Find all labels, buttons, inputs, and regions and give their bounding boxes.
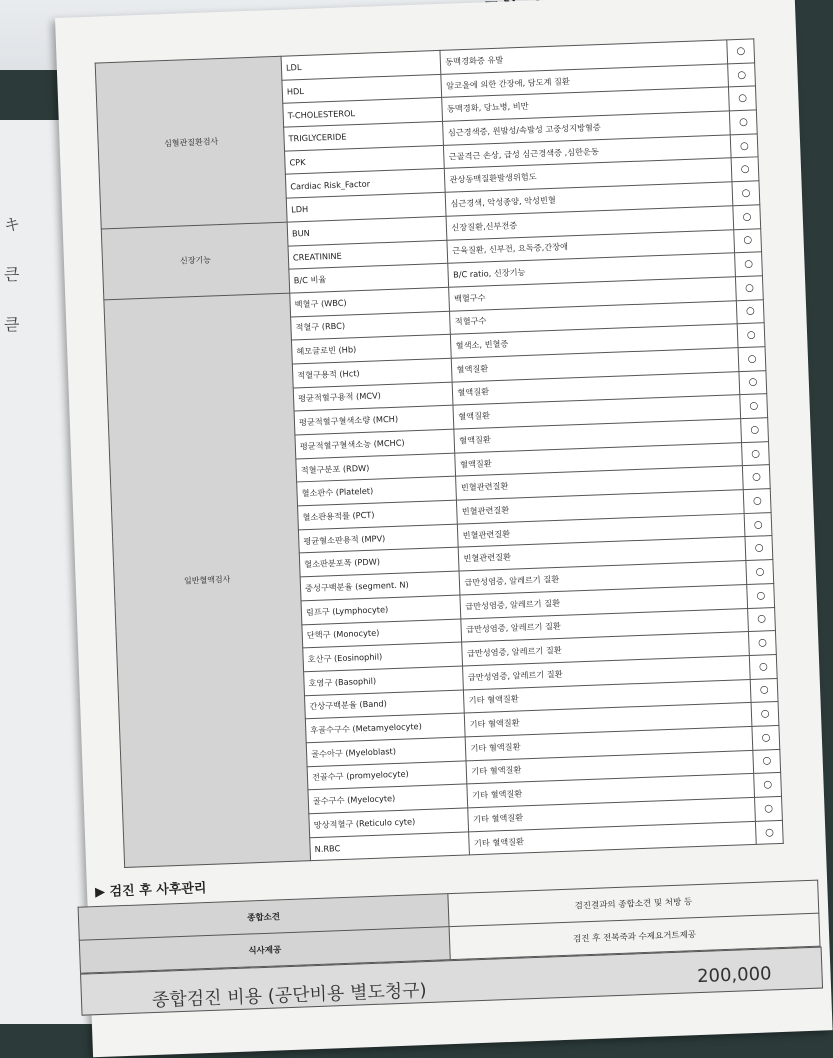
check-mark-cell: ○: [737, 299, 764, 324]
check-mark-cell: ○: [732, 181, 759, 206]
description-cell: 기타 혈액질환: [468, 797, 756, 831]
item-cell: Cardiac Risk_Factor: [285, 169, 445, 199]
item-cell: 혈소판분포폭 (PDW): [299, 548, 459, 578]
checkup-table: [95, 38, 784, 868]
item-cell: 평균적혈구혈색소농 (MCHC): [295, 429, 455, 459]
description-cell: 기타 혈액질환: [466, 750, 754, 784]
check-mark-cell: ○: [739, 370, 766, 395]
description-cell: 급만성염증, 알레르기 질환: [463, 655, 751, 689]
check-mark-cell: ○: [753, 749, 780, 774]
check-mark-cell: ○: [747, 583, 774, 608]
check-mark-cell: ○: [731, 157, 758, 182]
left-fragment: キ: [4, 215, 21, 234]
check-mark-cell: ○: [752, 725, 779, 750]
check-mark-cell: ○: [755, 796, 782, 821]
description-cell: 신장질환,신부전증: [446, 206, 734, 240]
description-cell: 혈액질환: [453, 371, 741, 405]
item-cell: 망상적혈구 (Reticulo cyte): [309, 808, 469, 838]
after-care-label: 종합소견: [78, 894, 449, 941]
description-cell: 백혈구수: [449, 277, 737, 311]
item-cell: 적혈구분포 (RDW): [296, 453, 456, 483]
item-cell: T-CHOLESTEROL: [283, 98, 443, 128]
item-cell: 평균적혈구혈색소량 (MCH): [294, 405, 454, 435]
description-cell: 관상동맥질환발생위험도: [445, 158, 733, 192]
item-cell: 평균혈소판용적 (MPV): [298, 524, 458, 554]
check-mark-cell: ○: [746, 560, 773, 585]
description-cell: 급만성염증, 알레르기 질환: [460, 584, 748, 618]
item-cell: 간상구백분율 (Band): [304, 690, 464, 720]
check-mark-cell: ○: [744, 489, 771, 514]
item-cell: 적혈구용적 (Hct): [292, 358, 452, 388]
item-cell: LDL: [281, 50, 441, 80]
check-mark-cell: ○: [727, 39, 754, 64]
description-cell: 빈혈관련질환: [456, 466, 744, 500]
description-cell: 빈혈관련질환: [458, 513, 746, 547]
check-mark-cell: ○: [729, 86, 756, 111]
item-cell: 골수아구 (Myeloblast): [306, 737, 466, 767]
description-cell: 알코올에 의한 간장애, 담도계 질환: [441, 64, 729, 98]
item-cell: 혈소판수 (Platelet): [297, 476, 457, 506]
check-mark-cell: ○: [738, 347, 765, 372]
item-cell: B/C 비율: [289, 263, 449, 293]
item-cell: 중성구백분율 (segment. N): [300, 571, 460, 601]
item-cell: 평균적혈구용적 (MCV): [293, 382, 453, 412]
left-sheet-fragments: [4, 200, 24, 350]
item-cell: N.RBC: [310, 832, 470, 862]
check-mark-cell: ○: [750, 654, 777, 679]
check-mark-cell: ○: [751, 678, 778, 703]
description-cell: 심근경색증, 원발성/속발성 고중성지방혈증: [443, 111, 731, 145]
description-cell: 근골격근 손상, 급성 심근경색증 ,심한운동: [444, 135, 732, 169]
description-cell: 동맥경화, 당뇨병, 비만: [442, 87, 730, 121]
check-mark-cell: ○: [743, 465, 770, 490]
description-cell: 급만성염증, 알레르기 질환: [461, 608, 749, 642]
description-cell: 기타 혈액질환: [469, 821, 757, 855]
check-mark-cell: ○: [741, 418, 768, 443]
category-cell: 신장기능: [101, 222, 289, 300]
description-cell: 혈색소, 빈혈증: [451, 324, 739, 358]
description-cell: 빈혈관련질환: [459, 537, 747, 571]
item-cell: TRIGLYCERIDE: [284, 121, 444, 151]
description-cell: 기타 혈액질환: [464, 679, 752, 713]
category-cell: 일반혈액검사: [104, 293, 311, 868]
item-cell: 적혈구 (RBC): [291, 311, 451, 341]
check-mark-cell: ○: [738, 323, 765, 348]
description-cell: 혈액질환: [454, 419, 742, 453]
item-cell: 호염구 (Basophil): [304, 666, 464, 696]
check-mark-cell: ○: [740, 394, 767, 419]
description-cell: 적혈구수: [450, 300, 738, 334]
check-mark-cell: ○: [754, 773, 781, 798]
description-cell: 급만성염증, 알레르기 질환: [459, 561, 747, 595]
description-cell: 혈액질환: [455, 442, 743, 476]
check-mark-cell: ○: [742, 441, 769, 466]
after-care-title: ▶ 검진 후 사후관리: [94, 881, 207, 901]
item-cell: 후골수구수 (Metamyelocyte): [305, 713, 465, 743]
check-mark-cell: ○: [745, 512, 772, 537]
check-mark-cell: ○: [733, 205, 760, 230]
item-cell: HDL: [282, 74, 442, 104]
item-cell: 백혈구 (WBC): [290, 287, 450, 317]
item-cell: 림프구 (Lymphocyte): [301, 595, 461, 625]
item-cell: 호산구 (Eosinophil): [303, 642, 463, 672]
item-cell: CREATININE: [288, 240, 448, 270]
description-cell: 동맥경화증 유발: [440, 40, 728, 74]
description-cell: 심근경색, 악성종양, 악성빈혈: [446, 182, 734, 216]
item-cell: 단핵구 (Monocyte): [302, 619, 462, 649]
after-care-value: 검진 후 전복죽과 수제요거트제공: [449, 913, 820, 960]
check-mark-cell: ○: [735, 252, 762, 277]
cost-value: 200,000: [696, 963, 772, 988]
document-content: [95, 38, 789, 1014]
item-cell: BUN: [287, 216, 447, 246]
description-cell: 혈액질환: [453, 395, 741, 429]
cost-label: 종합검진 비용 (공단비용 별도청구): [151, 980, 427, 1012]
check-mark-cell: ○: [736, 276, 763, 301]
check-mark-cell: ○: [734, 228, 761, 253]
check-mark-cell: ○: [745, 536, 772, 561]
item-cell: 혈소판용적률 (PCT): [298, 500, 458, 530]
item-cell: LDH: [286, 192, 446, 222]
after-care-value: 검진결과의 종합소견 및 처방 등: [448, 881, 819, 928]
description-cell: 혈액질환: [452, 348, 740, 382]
item-cell: CPK: [285, 145, 445, 175]
description-cell: 급만성염증, 알레르기 질환: [462, 632, 750, 666]
check-mark-cell: ○: [731, 134, 758, 159]
left-fragment: 큰: [4, 265, 20, 284]
description-cell: 기타 혈액질환: [465, 703, 753, 737]
after-care-label: 식사제공: [79, 927, 450, 974]
category-cell: 심혈관질환검사: [95, 56, 287, 229]
document-sheet: [55, 0, 833, 1057]
description-cell: 기타 혈액질환: [467, 774, 755, 808]
description-cell: 빈혈관련질환: [457, 490, 745, 524]
description-cell: B/C ratio, 신장기능: [448, 253, 736, 287]
check-mark-cell: ○: [748, 607, 775, 632]
check-mark-cell: ○: [730, 110, 757, 135]
left-fragment: 큳: [4, 315, 20, 334]
check-mark-cell: ○: [749, 631, 776, 656]
item-cell: 골수구수 (Myelocyte): [308, 784, 468, 814]
check-mark-cell: ○: [751, 702, 778, 727]
item-cell: 전골수구 (promyelocyte): [307, 761, 467, 791]
item-cell: 헤모글로빈 (Hb): [291, 334, 451, 364]
description-cell: 근육질환, 신부전, 요독증,간장애: [447, 229, 735, 263]
description-cell: 기타 혈액질환: [466, 726, 754, 760]
check-mark-cell: ○: [728, 63, 755, 88]
check-mark-cell: ○: [756, 820, 783, 845]
